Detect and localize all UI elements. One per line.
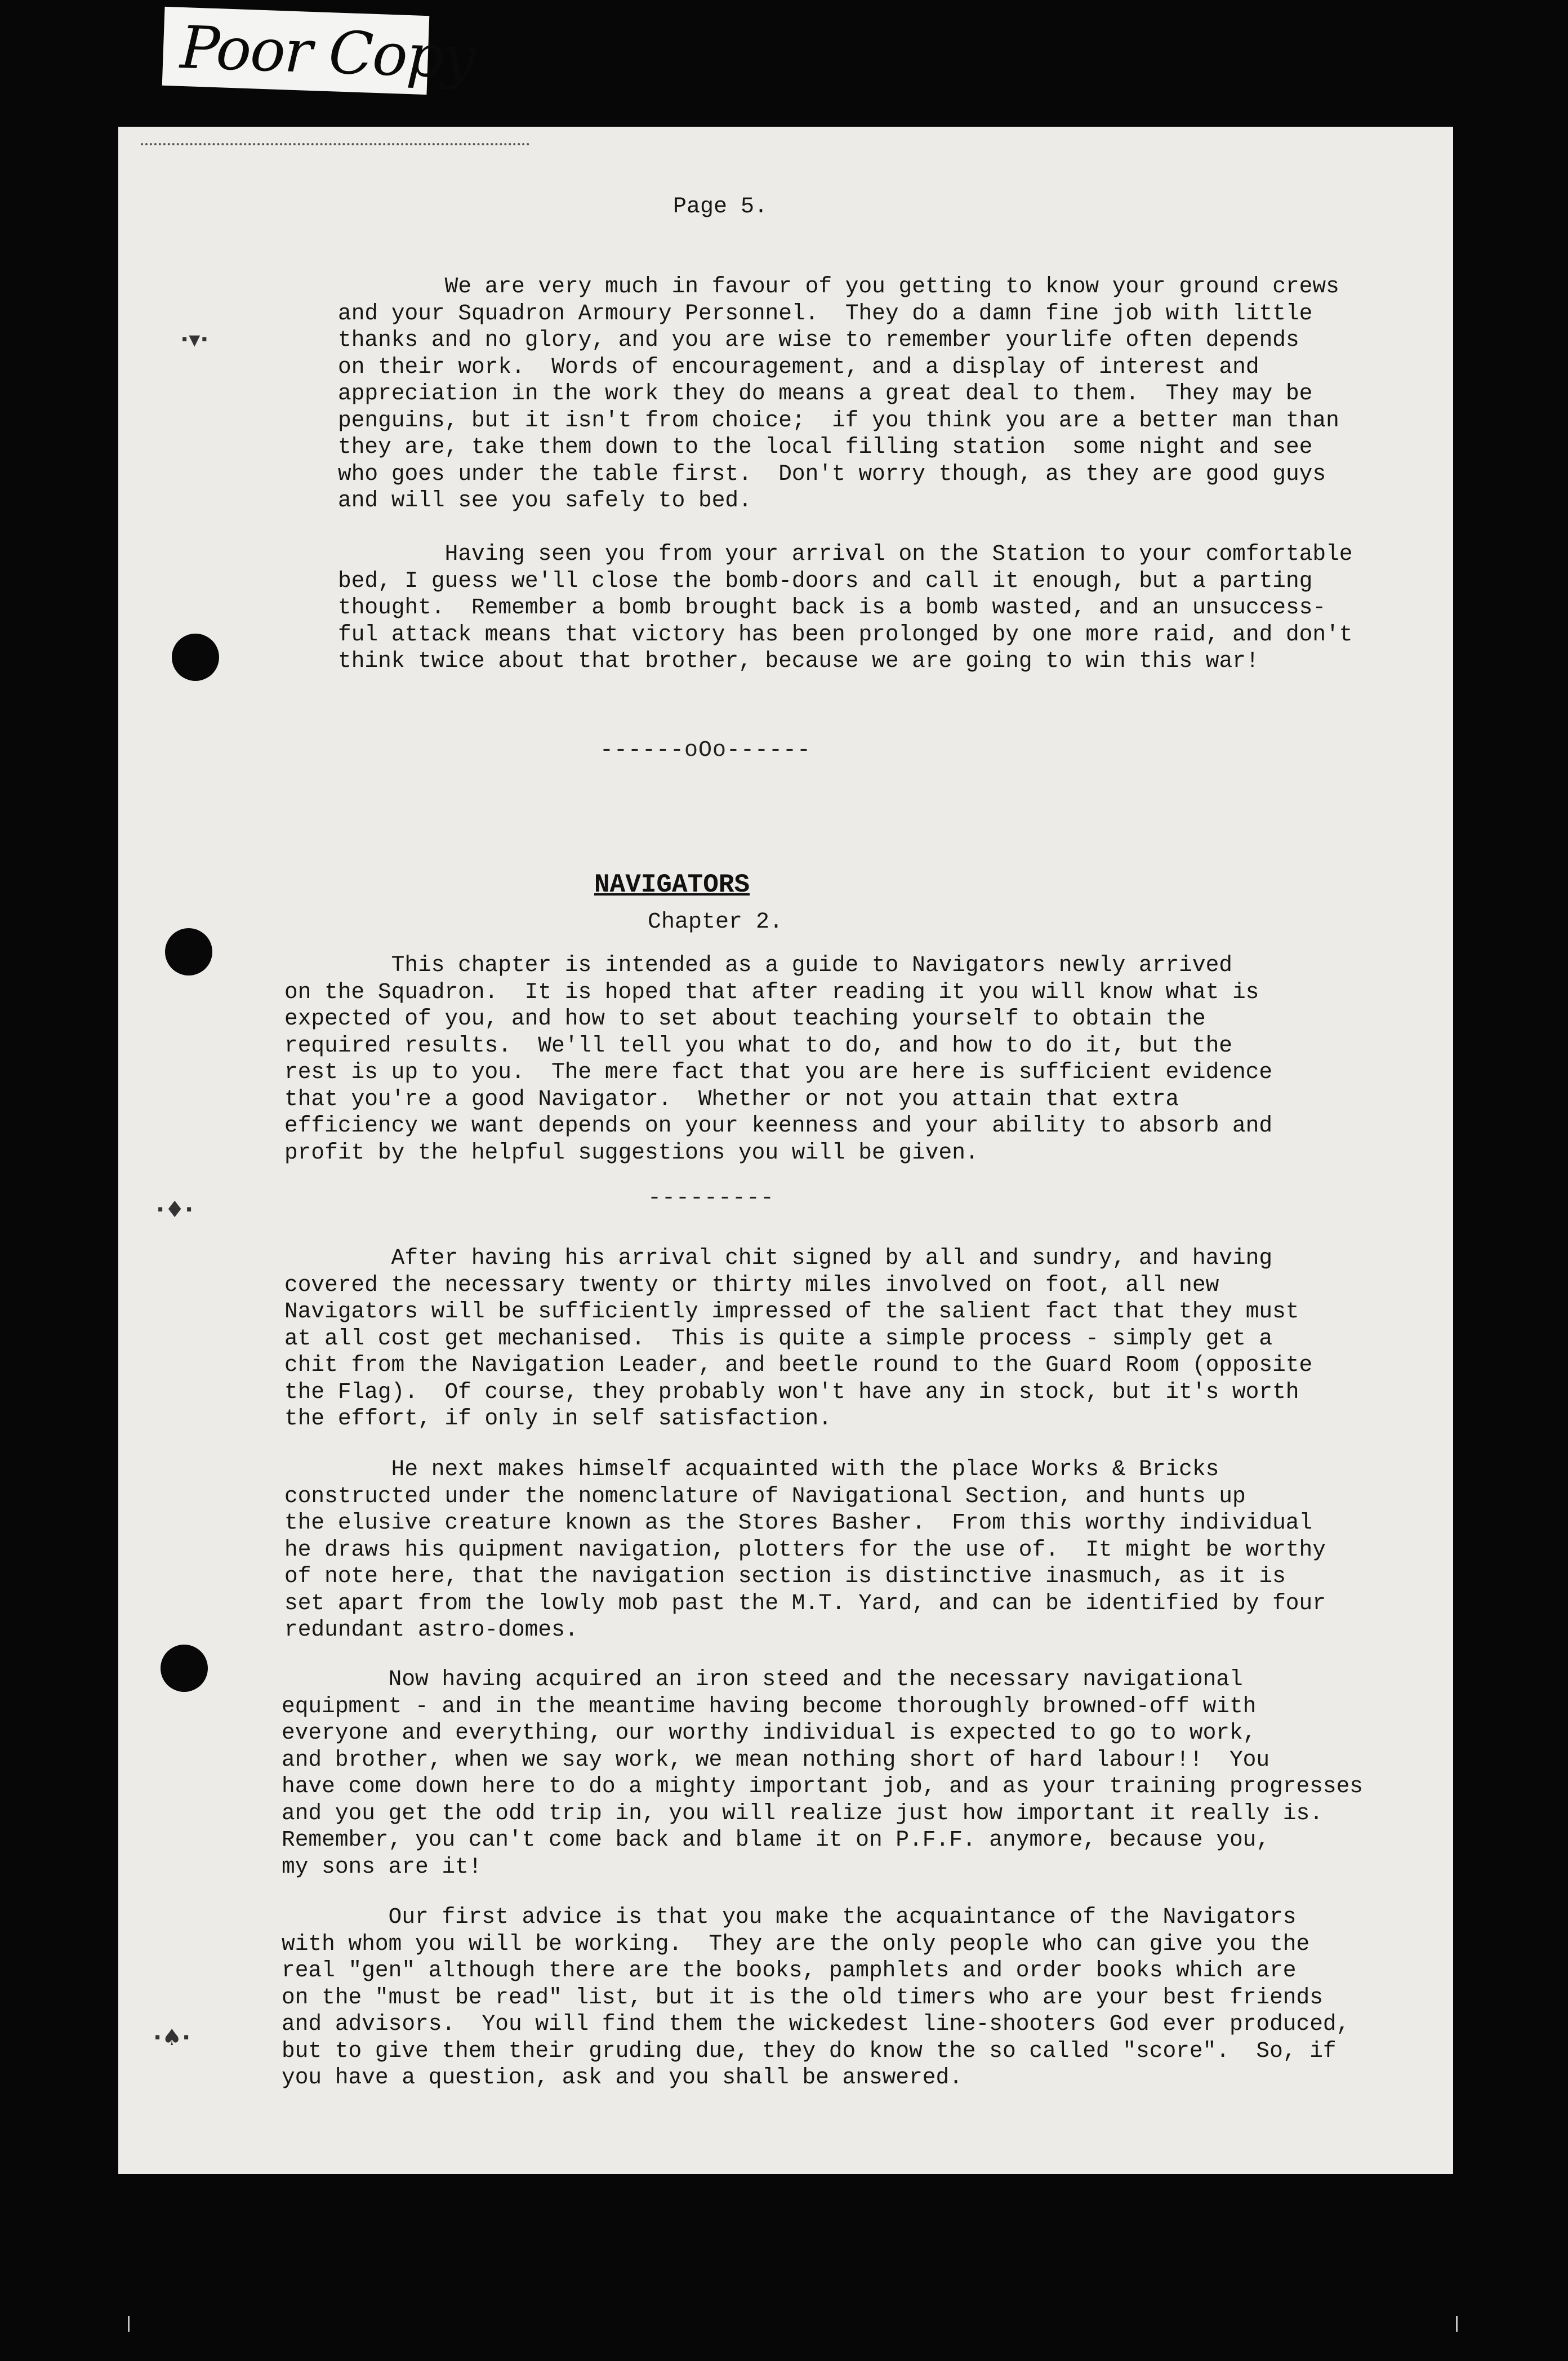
scan-speck-1: ·▾· bbox=[180, 327, 209, 353]
scan-speck-3: ·♠· bbox=[153, 2025, 191, 2051]
chapter-title: Chapter 2. bbox=[648, 910, 783, 935]
section-heading: NAVIGATORS bbox=[594, 870, 750, 899]
section-divider: ------oOo------ bbox=[600, 738, 812, 763]
scan-speck-2: ·♦· bbox=[156, 1197, 194, 1223]
poor-copy-handwriting: Poor Copy bbox=[179, 12, 476, 92]
intro-paragraph-1: We are very much in favour of you getting to know your ground crews and your Squadron Armoury Personnel. They do a damn fine job with little thanks and no glory, and you are wise to remember yourlife often depends on their work. Words of encouragement, and a display of interest and appreciation in the work they do means a great deal to them. They may be penguins, but it isn't from choice; if you think you are a better man than they are, take them down to the local filling station some night and see who goes under the table first. Don't worry though, as they are good guys and will see you safely to bed. bbox=[338, 274, 1339, 513]
short-divider: --------- bbox=[648, 1186, 775, 1211]
scan-edge-mark-1 bbox=[128, 2316, 130, 2332]
body-paragraph-3: Now having acquired an iron steed and the necessary navigational equipment - and in the meantime having become thoroughly browned-off with everyone and everything, our worthy individual is expected to go to work, and brother, when we say work, we mean nothing short of hard labour!! You have come down here to do a mighty important job, and as your training progresses and you get the odd trip in, you will realize just how important it really is. Remember, you can't come back and blame it on P.F.F. anymore, because you, my sons are it! bbox=[282, 1667, 1364, 1879]
punch-hole-1 bbox=[172, 634, 219, 681]
scan-edge-mark-2 bbox=[1456, 2316, 1458, 2332]
page-number: Page 5. bbox=[673, 194, 768, 220]
chapter-intro-paragraph: This chapter is intended as a guide to Navigators newly arrived on the Squadron. It is hoped that after reading it you will know what is expected of you, and how to set about teaching yourself to obtain the required results. We'll tell you what to do, and how to do it, but the rest is up to you. The mere fact that you are here is sufficient evidence that you're a good Navigator. Whether or not you attain that extra efficiency we want depends on your keenness and your ability to absorb and profit by the helpful suggestions you will be given. bbox=[284, 952, 1273, 1165]
poor-copy-label bbox=[162, 7, 476, 95]
punch-hole-2 bbox=[165, 928, 212, 975]
body-paragraph-4: Our first advice is that you make the acquaintance of the Navigators with whom you will be working. They are the only people who can give you the real "gen" although there are the books, pamphlets and order books which are on the "must be read" list, but it is the old timers who are your best friends and advisors. You will find them the wickedest line-shooters God ever produced, but to give them their gruding due, they do know the so called "score". So, if you have a question, ask and you shall be answered. bbox=[282, 1904, 1350, 2090]
punch-hole-3 bbox=[161, 1645, 208, 1692]
body-paragraph-2: He next makes himself acquainted with the place Works & Bricks constructed under the nomenclature of Navigational Section, and hunts up the elusive creature known as the Stores Basher. From this worthy individual he draws his quipment navigation, plotters for the use of. It might be worthy of note here, that the navigation section is distinctive inasmuch, as it is set apart from the lowly mob past the M.T. Yard, and can be identified by four redundant astro-domes. bbox=[284, 1456, 1326, 1642]
body-paragraph-1: After having his arrival chit signed by all and sundry, and having covered the necessary twenty or thirty miles involved on foot, all new Navigators will be sufficiently impressed of the salient fact that they must at all cost get mechanised. This is quite a simple process - simply get a chit from the Navigation Leader, and beetle round to the Guard Room (opposite the Flag). Of course, they probably won't have any in stock, but it's worth the effort, if only in self satisfaction. bbox=[284, 1245, 1313, 1431]
scan-artifact-line bbox=[141, 143, 529, 160]
intro-paragraph-2: Having seen you from your arrival on the Station to your comfortable bed, I guess we'll close the bomb-doors and call it enough, but a parting thought. Remember a bomb brought back is a bomb wasted, and an unsuccess- ful attack means that victory has been prolonged by one more raid, and don't think twice about that brother, because we are going to win this war! bbox=[338, 541, 1353, 674]
